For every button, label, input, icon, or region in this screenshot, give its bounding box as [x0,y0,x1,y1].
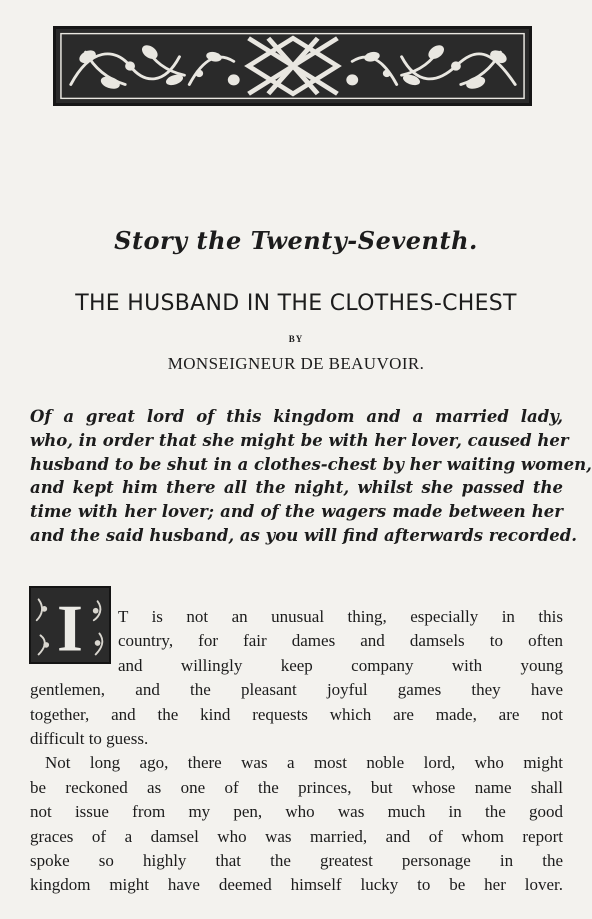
story-summary [30,405,592,548]
decorative-header-band [53,26,532,106]
body-line: spoke so highly that the greatest personage in the [30,851,563,871]
body-line: kingdom might have deemed himself lucky to be her lover. [30,875,563,895]
body-line: difficult to guess. [30,729,149,749]
body-line: Not long ago, there was a most noble lord, who might [45,753,563,773]
body-line: graces of a damsel who was married, and of whom report [30,826,563,846]
byline-by: BY [288,334,304,344]
body-line: together, and the kind requests which are made, are not [30,704,563,724]
author-name: MONSEIGNEUR DE BEAUVOIR. [167,354,425,373]
floral-ornament [56,29,529,103]
story-number-title: Story the Twenty-Seventh. [114,226,478,255]
body-line: T is not an unusual thing, especially in this [118,607,563,626]
summary-line: husband to be shut in a clothes-chest by her waiting women, [30,454,592,474]
story-heading: THE HUSBAND IN THE CLOTHES-CHEST [75,291,517,316]
drop-cap-letter: I [57,592,83,662]
story-body [30,605,563,898]
summary-line: time with her lover; and of the wagers made between her [30,502,563,522]
summary-line: who, in order that she might be with her lover, caused her [30,430,569,450]
body-line: be reckoned as one of the princes, but whose name shall [30,777,563,797]
body-line: and willingly keep company with young [118,655,563,675]
summary-line: and the said husband, as you will find afterwards recorded. [30,525,577,545]
body-line: gentlemen, and the pleasant joyful games they have [30,680,563,700]
body-line: country, for fair dames and damsels to often [118,631,563,651]
body-line: not issue from my pen, who was much in the good [30,802,563,822]
summary-line: and kept him there all the night, whilst she passed the [30,478,563,498]
summary-line: Of a great lord of this kingdom and a married lady, [30,407,563,426]
